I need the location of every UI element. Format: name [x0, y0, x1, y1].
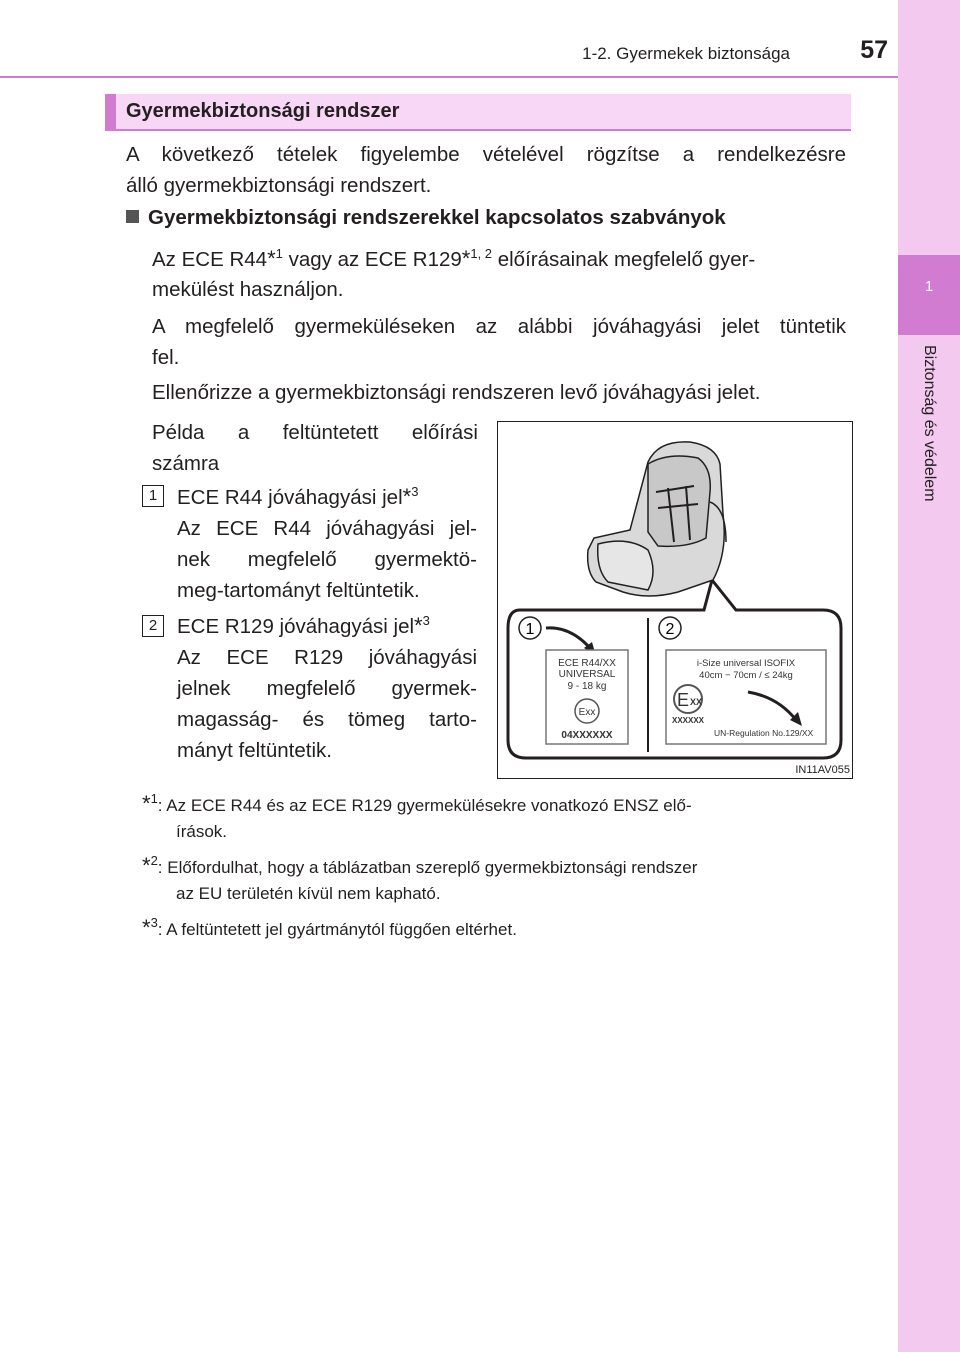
footnote-star: * — [142, 791, 151, 816]
chapter-side-strip — [898, 0, 960, 1352]
item-2-title-text: ECE R129 jóváhagyási jel — [177, 615, 415, 638]
item-1-desc-2: nek megfelelő gyermektö- — [177, 548, 477, 571]
square-bullet-icon — [126, 210, 139, 223]
header-rule — [0, 76, 898, 78]
label2-line2: 40cm − 70cm / ≤ 24kg — [699, 670, 793, 681]
item-1-desc-3: meg-tartományt feltüntetik. — [177, 579, 420, 602]
footnote-2-line-1 — [142, 852, 848, 882]
label1-mark: Exx — [578, 707, 596, 718]
item-number-box: 2 — [142, 615, 164, 637]
label2-number: XXXXXX — [672, 716, 705, 725]
item-1-title-text: ECE R44 jóváhagyási jel — [177, 486, 403, 509]
footnote-star: * — [142, 915, 151, 940]
footnote-star: * — [402, 484, 412, 509]
item-2-desc-4: mányt feltüntetik. — [177, 739, 332, 762]
footnote-ref-1-2: 1, 2 — [470, 246, 493, 261]
item-number-box: 1 — [142, 485, 164, 507]
example-line-1: Példa a feltüntetett előírási — [152, 421, 478, 444]
label2-mark-e: E — [676, 690, 690, 710]
chapter-title: Biztonság és védelem — [921, 345, 938, 502]
approval-mark-line-1: A megfelelő gyermeküléseken az alábbi jóváhagyási jelet tüntetik — [152, 315, 846, 338]
page-number: 57 — [860, 36, 888, 64]
footnote-1-line-1 — [142, 790, 848, 820]
approval-mark-line-2: fel. — [152, 346, 180, 369]
section-heading: Gyermekbiztonsági rendszer — [126, 100, 400, 122]
running-header-title: 1-2. Gyermekek biztonsága — [582, 44, 790, 63]
footnote-ref-3: 3 — [411, 484, 419, 499]
item-1-title — [177, 481, 487, 513]
intro-line-1: A következő tételek figyelembe vételével rögzítse a rendelkezésre — [126, 143, 846, 166]
footnote-3-line-1 — [142, 914, 848, 944]
bullet-heading-text: Gyermekbiztonsági rendszerekkel kapcsolatos szabványok — [148, 206, 726, 229]
footnote-number: 2 — [150, 853, 158, 868]
footnote-ref-3: 3 — [422, 613, 430, 628]
footnote-1-line-2: írások. — [176, 822, 228, 841]
item-2-desc-2: jelnek megfelelő gyermek- — [177, 677, 477, 700]
footnote-2-line-2: az EU területén kívül nem kapható. — [176, 884, 441, 903]
footnote-star: * — [267, 246, 276, 271]
label1-number: 04XXXXXX — [561, 730, 613, 741]
bullet-heading — [126, 206, 726, 230]
label1-line3: 9 - 18 kg — [567, 681, 607, 692]
footnote-star: * — [461, 246, 471, 271]
footnote-number: 3 — [150, 915, 158, 930]
callout-2-number: 2 — [665, 621, 675, 638]
child-seat-illustration — [498, 422, 852, 778]
child-seat-figure — [497, 421, 853, 779]
example-line-2: számra — [152, 452, 220, 475]
standards-paragraph-line-1 — [152, 243, 848, 275]
p1-text-c: előírásainak megfelelő gyer- — [492, 248, 756, 271]
footnote-text: : A feltüntetett jel gyártmánytól függően eltérhet. — [157, 920, 517, 939]
item-2-title — [177, 610, 487, 642]
footnote-text: : Az ECE R44 és az ECE R129 gyermekülésekre vonatkozó ENSZ elő- — [157, 796, 692, 815]
callout-1-number: 1 — [525, 621, 535, 638]
item-1-desc-1: Az ECE R44 jóváhagyási jel- — [177, 517, 477, 540]
label2-line1: i-Size universal ISOFIX — [696, 658, 796, 669]
label1-line1: ECE R44/XX — [558, 658, 616, 669]
label2-regulation: UN-Regulation No.129/XX — [714, 728, 814, 738]
label1-line2: UNIVERSAL — [558, 669, 616, 680]
footnote-star: * — [142, 853, 151, 878]
item-2-desc-3: magasság- és tömeg tarto- — [177, 708, 477, 731]
footnote-star: * — [414, 613, 423, 638]
p1-text-b: vagy az ECE R129 — [282, 248, 462, 271]
footnote-text: : Előfordulhat, hogy a táblázatban szereplő gyermekbiztonsági rendszer — [157, 858, 698, 877]
standards-paragraph-line-2: mekülést használjon. — [152, 278, 344, 301]
p1-text-a: Az ECE R44 — [152, 248, 268, 271]
chapter-number-tab: 1 — [898, 255, 960, 335]
child-seat-icon — [588, 442, 726, 596]
label2-mark-xx: XX — [689, 697, 703, 707]
check-approval-paragraph: Ellenőrizze a gyermekbiztonsági rendszeren levő jóváhagyási jelet. — [152, 381, 761, 404]
footnote-ref-1: 1 — [275, 246, 283, 261]
figure-code: IN11AV055 — [795, 764, 850, 776]
item-2-desc-1: Az ECE R129 jóváhagyási — [177, 646, 477, 669]
intro-line-2: álló gyermekbiztonsági rendszert. — [126, 174, 432, 197]
footnote-number: 1 — [150, 791, 158, 806]
